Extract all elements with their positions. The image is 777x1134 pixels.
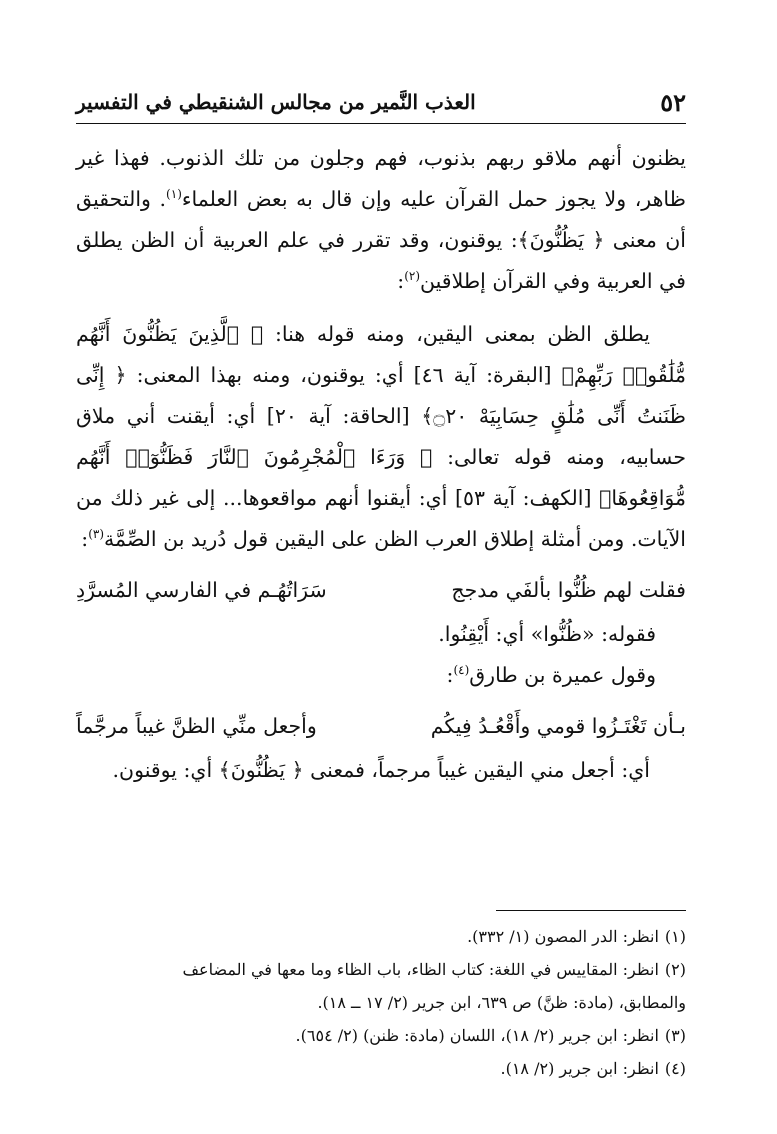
text-line: والتحقيق أن معنى ﴿ يَظُنُّونَ﴾: يوقنون، وقد تقرر في علم العربية أن [76,187,686,252]
verse-second-hemistich: وأجعل منِّي الظنَّ غيباً مرجَّماً [76,714,317,738]
paragraph-1 [76,138,686,302]
punctuation: : [81,527,89,551]
text-line: ظَنَنتُ أَنِّى مُلَٰقٍ حِسَابِيَهْ ۝٢٠﴾ [الحاقة: آية ٢٠] أي: أيقنت أني ملاق [76,404,686,428]
footnote-number: (٢) [664,960,686,979]
verse-second-hemistich: سَرَاتُهُـم في الفارسي المُسرَّدِ [76,578,327,602]
text-line: مُّلَٰقُوا۟ رَبِّهِمْ﴾ [البقرة: آية ٤٦] أي: يوقنون، ومنه بهذا المعنى: ﴿ إِنِّى [76,363,686,387]
text-line: أي: أجعل مني اليقين غيباً مرجماً، فمعنى ﴿ يَظُنُّونَ﴾ أي: [183,758,650,782]
poetry-verse-2 [76,706,686,750]
verse-first-hemistich: بـأن تَغْتَـزُوا قومي وأَقْعُـدُ فِيكُم [430,714,686,738]
text-line: [الكهف: آية ٥٣] أي: أيقنوا أنهم مواقعوها... إلى غير ذلك من [76,486,592,510]
footnote-number: (٣) [664,1026,686,1045]
verse-explanation: فقوله: «ظُنُّوا» أي: أَيْقِنُوا. [438,622,656,646]
footnote-ref: (١) [166,187,182,202]
footnote-separator [496,910,686,911]
punctuation: . [159,187,167,211]
text-line: الظن يطلق في العربية وفي القرآن إطلاقين [76,228,686,293]
footnotes [76,920,686,1085]
second-verse-intro: وقول عميرة بن طارق$^{(٤)}$: [446,663,656,687]
page-header [76,88,686,122]
footnote-1 [76,920,686,953]
footnote-text: انظر: الدر المصون (١/ ٣٣٢). [467,927,659,946]
footnote-text: والمطابق، (مادة: ظنَّ) ص ٦٣٩، ابن جرير (٢/ ١٧ ــ ١٨). [317,993,686,1012]
running-title: العذب النَّمير من مجالس الشنقيطي في التفسير [76,90,476,114]
punctuation: : [397,269,405,293]
footnote-4 [76,1052,686,1085]
text-line: حسابيه، ومنه قوله تعالى: ﴿ وَرَءَا ٱلْمُجْرِمُونَ ٱلنَّارَ فَظَنُّوٓا۟ أَنَّهُم مُّوَاقِعُوهَا﴾ [76,445,686,510]
footnote-2 [76,953,686,986]
footnote-number: (١) [664,927,686,946]
footnote-ref: (٣) [88,527,105,542]
header-rule [76,123,686,124]
text-line: يطلق الظن بمعنى اليقين، ومنه قوله هنا: ﴿ ٱلَّذِينَ يَظُنُّونَ أَنَّهُم [76,322,650,346]
text-line: الصِّمَّة [104,527,157,551]
footnote-ref: (٤) [453,663,470,678]
text-line: الآيات. ومن أمثلة إطلاق العرب الظن على اليقين قول دُريد بن [163,527,686,551]
footnote-text: انظر: المقاييس في اللغة: كتاب الظاء، باب الظاء وما معها في المضاعف [182,960,659,979]
poetry-verse-1 [76,570,686,614]
footnote-ref: (٢) [404,269,421,284]
footnote-text: انظر: ابن جرير (٢/ ١٨). [500,1059,659,1078]
footnote-2-continuation [76,986,686,1019]
page-number: ٥٢ [660,88,686,117]
text-line: يوقنون. [112,758,177,782]
paragraph-3 [76,750,686,791]
verse-first-hemistich: فقلت لهم ظُنُّوا بألفَي مدجج [451,578,686,602]
text-line: يظنون أنهم ملاقو ربهم بذنوب، فهم وجلون من تلك الذنوب. فهذا [113,146,686,170]
footnote-3 [76,1019,686,1052]
footnote-number: (٤) [664,1059,686,1078]
paragraph-2 [76,314,686,560]
main-text [76,138,686,791]
text-line: غير ظاهر، ولا يجوز حمل القرآن عليه وإن قال به بعض العلماء [76,146,686,211]
footnote-text: انظر: ابن جرير (٢/ ١٨)، اللسان (مادة: ظنن) (٢/ ٦٥٤). [295,1026,659,1045]
